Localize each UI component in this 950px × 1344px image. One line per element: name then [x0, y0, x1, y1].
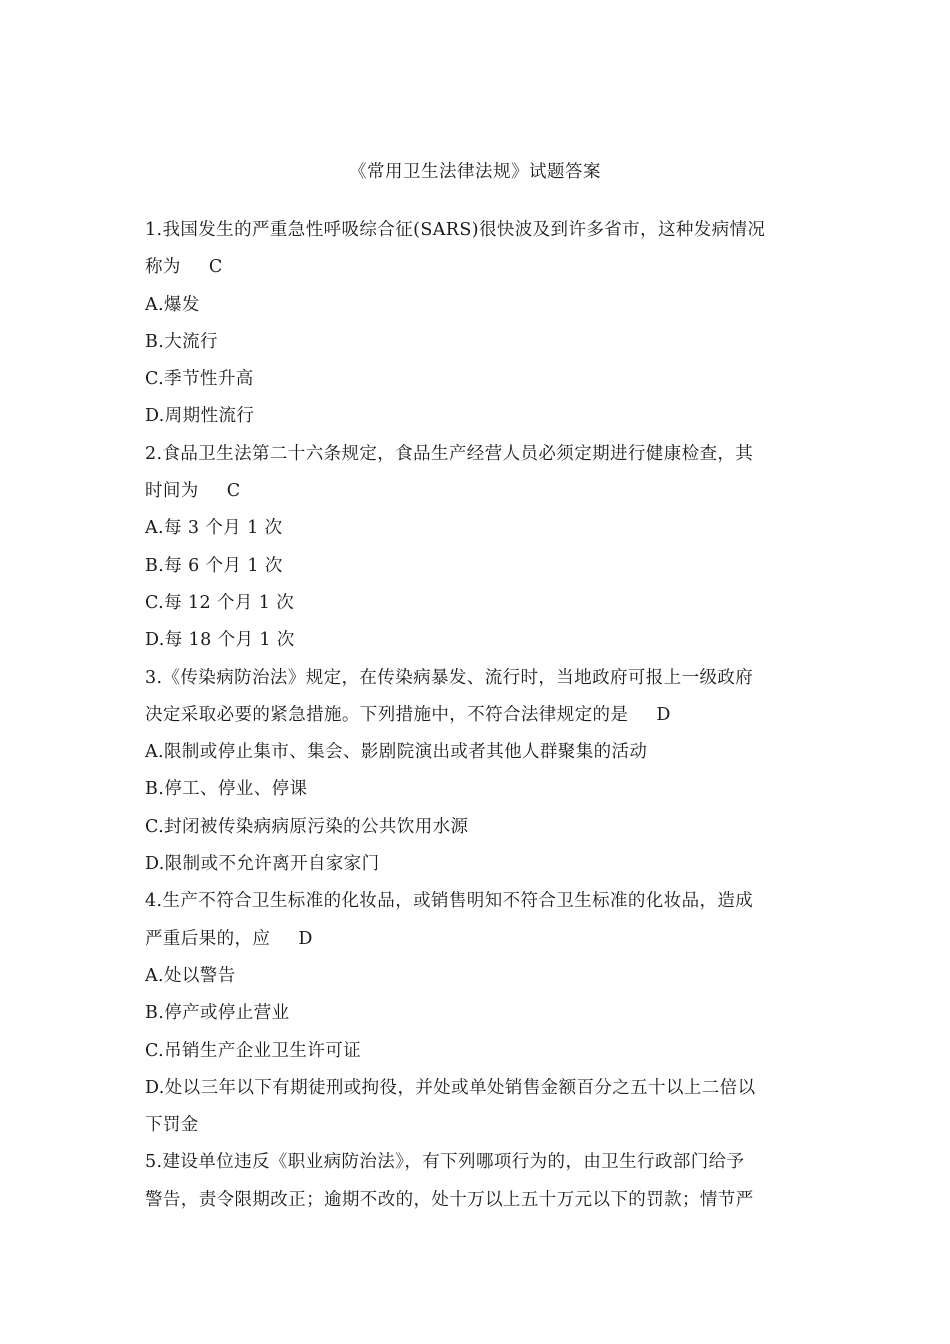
question-1-option-b: B.大流行: [145, 331, 218, 352]
question-2-option-c: C.每 12 个月 1 次: [145, 592, 295, 613]
question-4-stem-line-1: 4.生产不符合卫生标准的化妆品，或销售明知不符合卫生标准的化妆品，造成: [145, 891, 754, 912]
question-2-stem-line-2: [145, 477, 805, 514]
question-1-option-c: C.季节性升高: [145, 369, 254, 390]
question-4-stem-line-2: [145, 925, 805, 962]
question-3-option-c: C.封闭被传染病病原污染的公共饮用水源: [145, 816, 469, 837]
question-4-option-b: B.停产或停止营业: [145, 1003, 290, 1024]
question-3-stem-line-2: [145, 701, 805, 738]
question-1-option-d: D.周期性流行: [145, 406, 255, 427]
question-4-option-d-continued: 下罚金: [145, 1115, 199, 1136]
document-title: 《常用卫生法律法规》试题答案: [349, 162, 601, 182]
question-2-option-d: D.每 18 个月 1 次: [145, 630, 295, 651]
question-1-stem-line-2: [145, 253, 805, 290]
question-3-option-d: D.限制或不允许离开自家家门: [145, 854, 380, 875]
question-2-answer: C: [226, 481, 241, 502]
question-3-option-a: A.限制或停止集市、集会、影剧院演出或者其他人群聚集的活动: [145, 742, 648, 763]
question-3-stem-text: 决定采取必要的紧急措施。下列措施中，不符合法律规定的是: [145, 704, 629, 725]
question-4-option-a: A.处以警告: [145, 965, 236, 986]
question-4-answer: D: [298, 928, 313, 949]
question-3-stem-line-1: 3.《传染病防治法》规定，在传染病暴发、流行时，当地政府可报上一级政府: [145, 667, 754, 688]
question-4-option-c: C.吊销生产企业卫生许可证: [145, 1040, 362, 1061]
question-1-stem-text: 称为: [145, 257, 181, 278]
question-3-answer: D: [656, 704, 671, 725]
question-2-option-a: A.每 3 个月 1 次: [145, 518, 283, 539]
question-2-option-b: B.每 6 个月 1 次: [145, 555, 283, 576]
question-4-option-d: D.处以三年以下有期徒刑或拘役，并处或单处销售金额百分之五十以上二倍以: [145, 1077, 756, 1098]
question-5-stem-line-2: 警告，责令限期改正；逾期不改的，处十万以上五十万元以下的罚款；情节严: [145, 1189, 754, 1210]
question-5-stem-line-1: 5.建设单位违反《职业病防治法》，有下列哪项行为的，由卫生行政部门给予: [145, 1152, 745, 1173]
question-3-option-b: B.停工、停业、停课: [145, 779, 308, 800]
question-4-stem-text: 严重后果的，应: [145, 928, 271, 949]
question-1-answer: C: [208, 257, 223, 278]
question-1-stem-line-1: 1.我国发生的严重急性呼吸综合征(SARS)很快波及到许多省市，这种发病情况: [145, 220, 766, 240]
question-list: [145, 216, 805, 1223]
question-2-stem-line-1: 2.食品卫生法第二十六条规定，食品生产经营人员必须定期进行健康检查，其: [145, 443, 754, 464]
question-1-option-a: A.爆发: [145, 294, 200, 315]
question-2-stem-text: 时间为: [145, 481, 199, 502]
